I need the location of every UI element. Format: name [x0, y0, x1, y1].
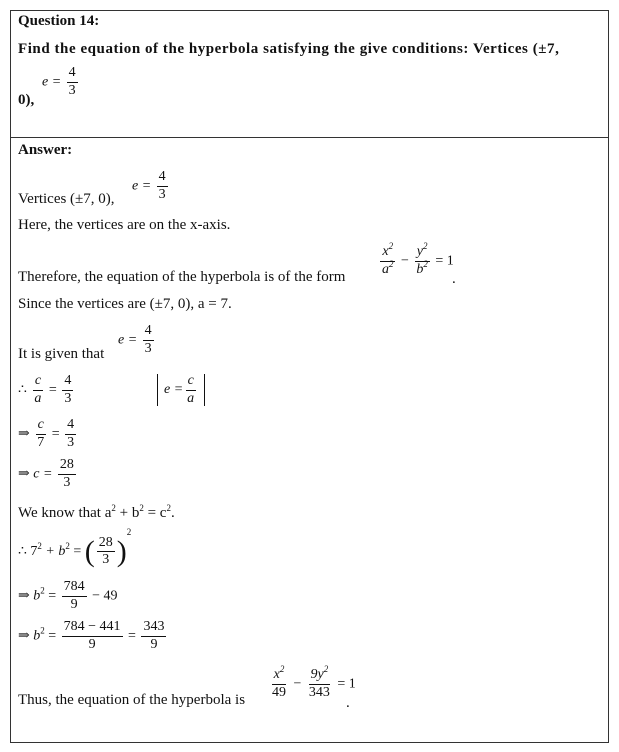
step2-frac-43 — [65, 418, 76, 450]
form-y: y — [416, 244, 424, 259]
step6-frac2 — [141, 620, 166, 652]
final-minus: − — [293, 676, 302, 692]
know-period: . — [170, 505, 175, 521]
step1-frac-43 — [62, 374, 73, 406]
final-9y: 9y — [310, 667, 324, 682]
ans-ecc-num: 4 — [157, 170, 168, 187]
step4-den: 3 — [102, 552, 110, 568]
step2-frac-c7 — [35, 418, 46, 450]
ans-ecc-fraction — [157, 170, 168, 202]
step1-num: 4 — [62, 374, 73, 391]
step1-eq: = — [48, 382, 57, 398]
know-b: + b — [115, 505, 140, 521]
step1-a: a — [34, 390, 42, 406]
ecc-num: 4 — [67, 66, 78, 83]
bracket-e: e = — [164, 382, 184, 398]
form-y-sq: 2 — [423, 241, 428, 251]
final-343: 343 — [308, 684, 330, 700]
final-frac-x — [270, 664, 288, 700]
left-paren: ( — [84, 534, 95, 568]
ans-ecc-lhs: e = — [132, 178, 152, 194]
step2-den: 3 — [67, 434, 75, 450]
step2-arrow: ⇒ — [18, 426, 30, 442]
step3-arrow: ⇒ — [18, 466, 30, 482]
step5 — [18, 580, 118, 612]
step2 — [18, 418, 78, 450]
ecc-fraction — [67, 66, 78, 98]
form-frac-y — [414, 241, 430, 277]
question-line2: 0), — [18, 92, 35, 108]
since-text: Since the vertices are (±7, 0), a = 7. — [18, 296, 232, 312]
given-ecc-lhs: e = — [118, 332, 138, 348]
given-text: It is given that — [18, 346, 105, 362]
form-minus: − — [401, 253, 409, 269]
step1-den: 3 — [64, 390, 72, 406]
final-y-sq: 2 — [323, 664, 329, 674]
step6-den2: 9 — [150, 636, 158, 652]
step6-eq: = — [44, 628, 57, 644]
final-eq: = 1 — [337, 676, 356, 692]
know-a: We know that a — [18, 505, 112, 521]
final-x-sq: 2 — [279, 664, 285, 674]
step5-rest: − 49 — [92, 588, 118, 604]
therefore-symbol: ∴ — [18, 382, 27, 398]
x-axis-text: Here, the vertices are on the x-axis. — [18, 217, 231, 233]
question-box — [10, 10, 609, 138]
step4-b-sq: 2 — [65, 541, 70, 551]
step6-num: 784 − 441 — [62, 620, 123, 637]
step5-lhs: ⇒ b — [18, 588, 41, 604]
form-b-sq: 2 — [423, 258, 428, 269]
bracket-box — [157, 374, 205, 406]
know-c: = c — [143, 505, 167, 521]
form-x-sq: 2 — [388, 241, 394, 251]
final-equation — [268, 664, 356, 700]
know-b-sq: 2 — [139, 503, 144, 513]
question-eccentricity — [42, 66, 80, 98]
form-period: . — [452, 271, 456, 287]
final-frac-y — [307, 664, 332, 700]
step4-eq: = — [69, 544, 82, 559]
step4-frac — [97, 536, 115, 568]
bracket-a: a — [187, 390, 195, 406]
vertices-text: Vertices (±7, 0), — [18, 191, 115, 207]
form-eq: = 1 — [435, 253, 454, 269]
step5-den: 9 — [70, 596, 78, 612]
step1-c: c — [33, 374, 43, 391]
final-x: x — [273, 667, 280, 682]
given-eccentricity — [118, 324, 156, 356]
form-a-sq: 2 — [389, 258, 394, 269]
step2-num: 4 — [65, 418, 76, 435]
question-line1: Find the equation of the hyperbola satisfying the give conditions: Vertices (±7, — [18, 41, 560, 57]
step4-plus-b: + b — [41, 544, 66, 559]
form-x: x — [382, 244, 389, 259]
step6-den: 9 — [88, 636, 96, 652]
step2-c: c — [36, 418, 46, 435]
step4-lhs: ∴ 7 — [18, 544, 38, 559]
final-49: 49 — [272, 684, 286, 700]
know-text — [18, 503, 175, 521]
answer-title: Answer: — [18, 142, 73, 158]
answer-eccentricity — [132, 170, 170, 202]
step6 — [18, 620, 168, 652]
step5-b-sq: 2 — [40, 585, 45, 596]
step1 — [18, 374, 75, 406]
step5-eq: = — [44, 588, 57, 604]
step3-frac — [58, 458, 76, 490]
right-paren: ) — [116, 534, 127, 568]
final-text: Thus, the equation of the hyperbola is — [18, 692, 246, 708]
step2-eq: = — [51, 426, 60, 442]
ecc-den: 3 — [68, 82, 76, 98]
step2-7: 7 — [37, 434, 45, 450]
step4-7-sq: 2 — [37, 541, 42, 551]
step6-lhs: ⇒ b — [18, 628, 41, 644]
ans-ecc-den: 3 — [158, 186, 166, 202]
step5-num: 784 — [62, 580, 87, 597]
step5-frac — [62, 580, 87, 612]
final-period: . — [346, 695, 350, 711]
form-a: a — [382, 261, 389, 277]
step4-paren-sq: 2 — [126, 527, 132, 537]
know-c-sq: 2 — [166, 503, 171, 513]
step3-num: 28 — [58, 458, 76, 475]
form-b: b — [416, 261, 424, 277]
eccentricity-definition-bracket — [157, 374, 205, 406]
given-ecc-den: 3 — [144, 340, 152, 356]
step3-den: 3 — [63, 474, 71, 490]
step6-b-sq: 2 — [40, 625, 45, 636]
given-ecc-num: 4 — [143, 324, 154, 341]
step4-num: 28 — [97, 536, 115, 553]
step6-frac1 — [62, 620, 123, 652]
given-ecc-frac — [143, 324, 154, 356]
step3 — [18, 458, 78, 490]
step6-num2: 343 — [141, 620, 166, 637]
standard-form-formula — [378, 241, 454, 277]
bracket-c: c — [186, 374, 196, 391]
form-text: Therefore, the equation of the hyperbola is of the form — [18, 269, 346, 285]
know-a-sq: 2 — [111, 503, 116, 513]
step1-frac-ca — [32, 374, 43, 406]
bracket-frac — [185, 374, 196, 406]
question-title: Question 14: — [18, 13, 100, 29]
step6-eq2: = — [128, 628, 136, 644]
step3-lhs: c = — [33, 466, 53, 482]
step4 — [18, 527, 132, 568]
form-frac-x — [380, 241, 396, 277]
ecc-lhs: e = — [42, 74, 62, 90]
